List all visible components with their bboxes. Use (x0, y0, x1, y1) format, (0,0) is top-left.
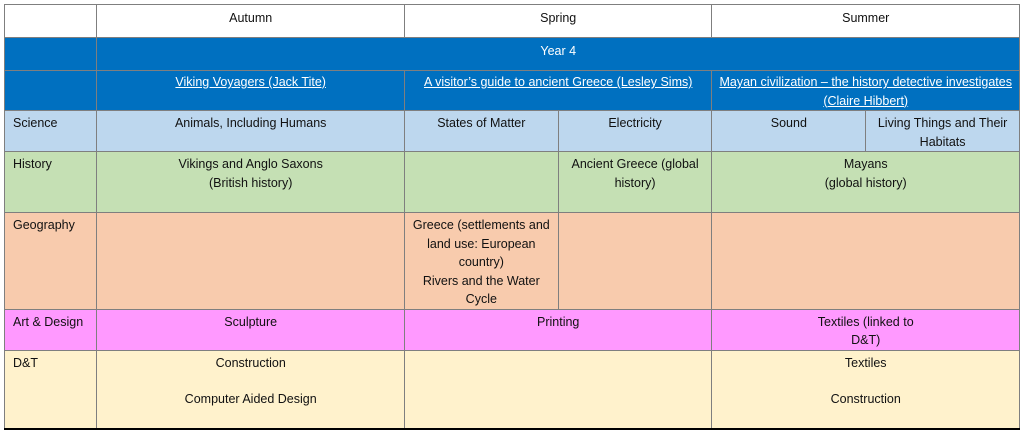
geography-spring-1 (404, 213, 558, 310)
header-autumn: Autumn (97, 5, 405, 38)
header-blank-cell (5, 5, 97, 38)
art-summer (712, 309, 1020, 350)
history-summer-line2: (global history) (824, 175, 907, 190)
book-autumn-cell (97, 71, 405, 111)
book-link-summer[interactable]: Mayan civilization – the history detective investigates (Claire Hibbert) (719, 75, 1012, 108)
dt-autumn-item-1: Construction (215, 355, 286, 370)
history-spring-2: Ancient Greece (global history) (558, 152, 712, 213)
year-banner: Year 4 (97, 38, 1020, 71)
dt-autumn-item-2: Computer Aided Design (184, 392, 317, 406)
geography-autumn (97, 213, 405, 310)
subject-history: History (5, 152, 97, 213)
science-row (5, 111, 1020, 152)
book-summer-cell (712, 71, 1020, 111)
geography-spring-item-rivers: Rivers and the Water Cycle (422, 273, 540, 306)
history-autumn-line2: (British history) (209, 175, 293, 190)
header-spring: Spring (404, 5, 712, 38)
history-row (5, 152, 1020, 213)
subject-art-design: Art & Design (5, 309, 97, 350)
subject-geography: Geography (5, 213, 97, 310)
subject-dt: D&T (5, 350, 97, 429)
history-spring-1 (404, 152, 558, 213)
book-link-spring[interactable]: A visitor’s guide to ancient Greece (Lesley Sims) (423, 75, 693, 89)
book-spring-cell (404, 71, 712, 111)
history-summer-line1: Mayans (843, 157, 888, 171)
dt-summer-item-2: Construction (830, 392, 901, 406)
dt-spring (404, 350, 712, 429)
curriculum-table (4, 4, 1020, 430)
history-summer (712, 152, 1020, 213)
books-row (5, 71, 1020, 111)
dt-summer (712, 350, 1020, 429)
science-spring-1: States of Matter (404, 111, 558, 152)
year-row (5, 38, 1020, 71)
books-blank-cell (5, 71, 97, 111)
geography-spring-item-greece: Greece (settlements and land use: European country) (412, 218, 550, 269)
dt-summer-item-1: Textiles (844, 355, 887, 370)
header-summer: Summer (712, 5, 1020, 38)
science-summer-2: Living Things and Their Habitats (866, 111, 1020, 152)
history-autumn-line1: Vikings and Anglo Saxons (178, 157, 323, 171)
science-summer-1: Sound (712, 111, 866, 152)
year-blank-cell (5, 38, 97, 71)
geography-row (5, 213, 1020, 310)
geography-spring-2 (558, 213, 712, 310)
art-spring: Printing (404, 309, 712, 350)
dt-row (5, 350, 1020, 429)
science-spring-2: Electricity (558, 111, 712, 152)
dt-autumn (97, 350, 405, 429)
art-autumn: Sculpture (97, 309, 405, 350)
history-autumn (97, 152, 405, 213)
art-summer-text: Textiles (linked to D&T) (817, 314, 914, 347)
geography-summer (712, 213, 1020, 310)
book-link-autumn[interactable]: Viking Voyagers (Jack Tite) (175, 75, 326, 89)
subject-science: Science (5, 111, 97, 152)
science-autumn: Animals, Including Humans (97, 111, 405, 152)
art-design-row (5, 309, 1020, 350)
term-header-row (5, 5, 1020, 38)
